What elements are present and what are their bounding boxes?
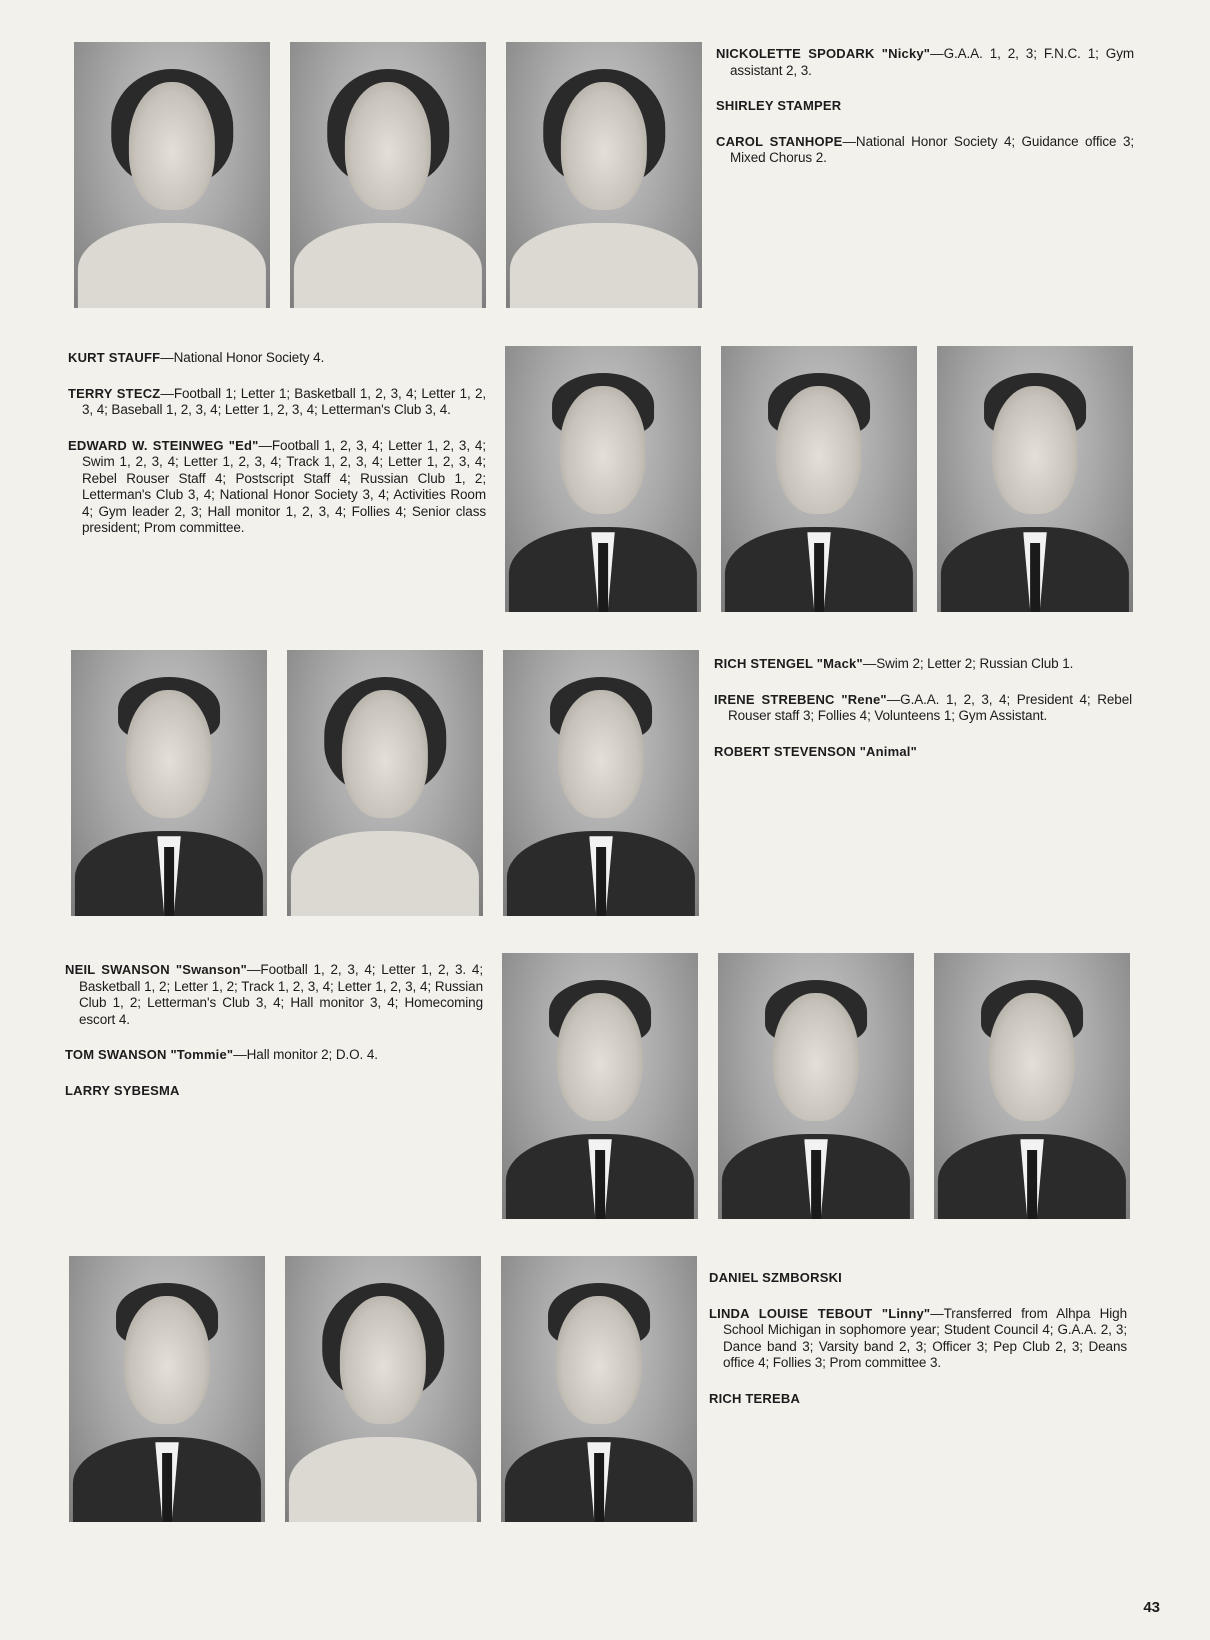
portrait-photo bbox=[503, 650, 699, 916]
student-entry bbox=[68, 438, 486, 537]
portrait-photo bbox=[506, 42, 702, 308]
portrait-photo bbox=[505, 346, 701, 612]
student-details: —Hall monitor 2; D.O. 4. bbox=[233, 1047, 378, 1062]
portrait-photo bbox=[71, 650, 267, 916]
student-entry bbox=[68, 350, 486, 367]
student-entry bbox=[716, 98, 1134, 115]
student-name: RICH STENGEL "Mack" bbox=[714, 656, 863, 671]
caption-block bbox=[65, 962, 483, 1118]
student-name: LARRY SYBESMA bbox=[65, 1082, 180, 1098]
student-name: SHIRLEY STAMPER bbox=[716, 98, 842, 113]
student-entry bbox=[714, 692, 1132, 725]
student-name: RICH TEREBA bbox=[709, 1390, 801, 1406]
student-details: —Football 1; Letter 1; Basketball 1, 2, 3, 4; Letter 1, 2, 3, 4; Baseball 1, 2, 3, 4; Letter 1, 2, 3, 4; Letterman's Club 3, 4. bbox=[82, 385, 486, 417]
student-name: CAROL STANHOPE bbox=[716, 133, 843, 149]
student-name: ROBERT STEVENSON "Animal" bbox=[714, 743, 917, 759]
student-name: IRENE STREBENC "Rene" bbox=[714, 691, 887, 707]
page-number: 43 bbox=[1143, 1599, 1160, 1616]
portrait-photo bbox=[937, 346, 1133, 612]
student-entry bbox=[714, 744, 1132, 761]
student-entry bbox=[716, 46, 1134, 79]
student-details: —Football 1, 2, 3, 4; Letter 1, 2, 3, 4; Swim 1, 2, 3, 4; Letter 1, 2, 3, 4; Track 1, 2, 3, 4; Letter 1, 2, 3, 4; Rebel Rouser Staff 4; Postscript Staff 4; Russian Club 1, 2; Letterman's Club 3, 4; National Honor Society 3, 4; Activities Room 4; Gym leader 2, 3; Hall monitor 1, 2, 3, 4; Follies 4; Senior class president; Prom committee. bbox=[82, 437, 486, 535]
student-name: DANIEL SZMBORSKI bbox=[709, 1270, 842, 1285]
caption-block bbox=[68, 350, 486, 556]
student-name: TERRY STECZ bbox=[68, 385, 161, 401]
portrait-photo bbox=[718, 953, 914, 1219]
student-entry bbox=[65, 1083, 483, 1100]
student-details: —National Honor Society 4; Guidance office 3; Mixed Chorus 2. bbox=[730, 133, 1134, 165]
student-details: —G.A.A. 1, 2, 3; F.N.C. 1; Gym assistant 2, 3. bbox=[730, 46, 1134, 78]
student-name: LINDA LOUISE TEBOUT "Linny" bbox=[709, 1305, 931, 1321]
student-details: —Football 1, 2, 3, 4; Letter 1, 2, 3. 4; Basketball 1, 2; Letter 1, 2; Track 1, 2, 3, 4; Letter 1, 2, 3, 4; Russian Club 1, 2; Letterman's Club 3, 4; Hall monitor 3, 4; Homecoming escort 4. bbox=[79, 962, 483, 1027]
student-entry bbox=[709, 1270, 1127, 1287]
student-entry bbox=[709, 1391, 1127, 1408]
student-name: NEIL SWANSON "Swanson" bbox=[65, 962, 248, 977]
caption-block bbox=[714, 656, 1132, 779]
student-name: KURT STAUFF bbox=[68, 350, 161, 365]
student-details: —National Honor Society 4. bbox=[160, 350, 325, 365]
caption-block bbox=[709, 1270, 1127, 1426]
portrait-photo bbox=[501, 1256, 697, 1522]
student-details: —G.A.A. 1, 2, 3, 4; President 4; Rebel Rouser staff 3; Follies 4; Volunteens 1; Gym Assistant. bbox=[728, 691, 1132, 723]
portrait-photo bbox=[69, 1256, 265, 1522]
student-entry bbox=[65, 962, 483, 1028]
portrait-photo bbox=[934, 953, 1130, 1219]
student-entry bbox=[68, 386, 486, 419]
student-entry bbox=[714, 656, 1132, 673]
student-entry bbox=[65, 1047, 483, 1064]
portrait-photo bbox=[290, 42, 486, 308]
student-details: —Swim 2; Letter 2; Russian Club 1. bbox=[862, 656, 1074, 671]
student-entry bbox=[716, 134, 1134, 167]
portrait-photo bbox=[74, 42, 270, 308]
student-details: —Transferred from Alhpa High School Michigan in sophomore year; Student Council 4; G.A.A. 2, 3; Dance band 3; Varsity band 2, 3; Officer 3; Pep Club 2, 3; Deans office 4; Follies 3; Prom committee 3. bbox=[723, 1305, 1127, 1370]
portrait-photo bbox=[285, 1256, 481, 1522]
portrait-photo bbox=[721, 346, 917, 612]
student-name: NICKOLETTE SPODARK "Nicky" bbox=[716, 46, 931, 61]
caption-block bbox=[716, 46, 1134, 186]
student-entry bbox=[709, 1306, 1127, 1372]
portrait-photo bbox=[287, 650, 483, 916]
student-name: TOM SWANSON "Tommie" bbox=[65, 1047, 234, 1062]
student-name: EDWARD W. STEINWEG "Ed" bbox=[68, 437, 259, 453]
portrait-photo bbox=[502, 953, 698, 1219]
